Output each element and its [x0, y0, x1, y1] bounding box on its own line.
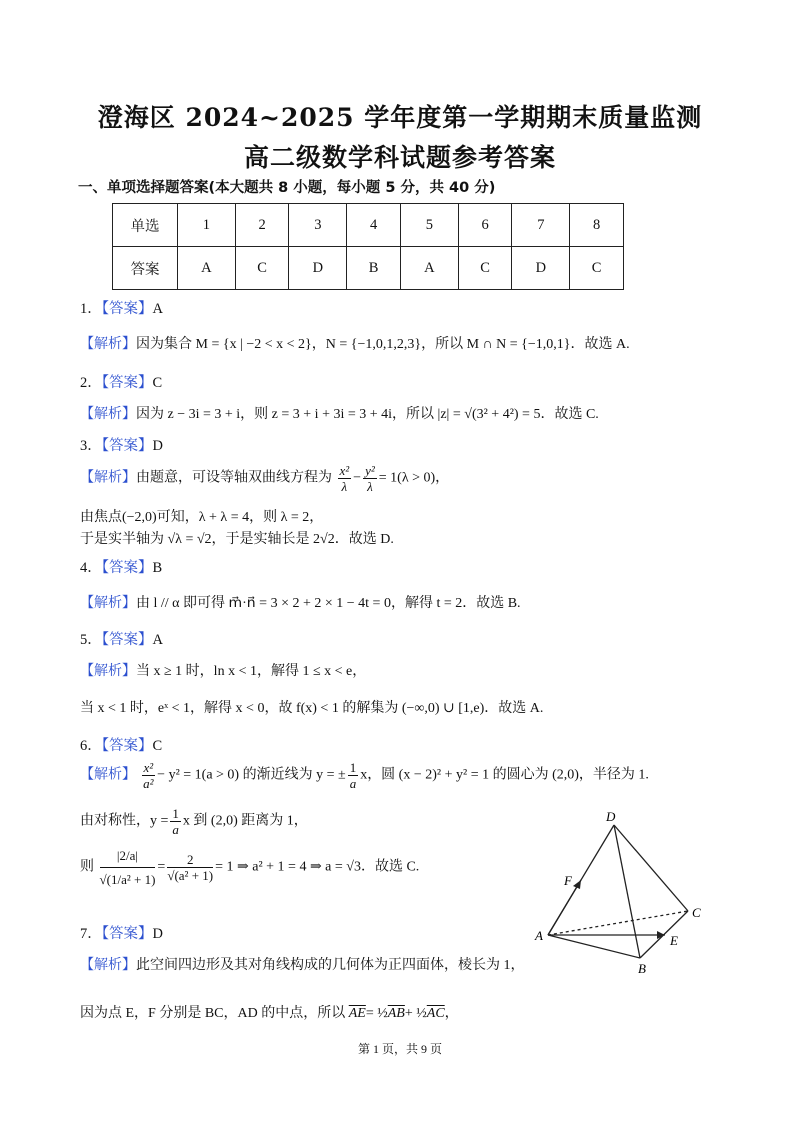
edge-ab: [548, 935, 640, 958]
edge-db: [614, 825, 640, 958]
table-cell: 7: [512, 204, 570, 247]
page-footer: 第 1 页，共 9 页: [357, 1042, 442, 1056]
q6-answer: 6．【答案】C: [80, 738, 163, 754]
table-cell: C: [458, 247, 512, 290]
table-cell: C: [570, 247, 624, 290]
table-row: [113, 204, 624, 247]
label-e: E: [670, 933, 678, 948]
table-cell: 单选: [113, 204, 178, 247]
table-cell: A: [400, 247, 458, 290]
title-line-1: 澄海区 2024~2025 学年度第一学期期末质量监测: [97, 103, 703, 132]
q5-line-2: 当 x < 1 时，eˣ < 1，解得 x < 0，故 f(x) < 1 的解集为 (−∞,0) ∪ [1,e)．故选 A.: [80, 701, 544, 716]
table-cell: 2: [235, 204, 289, 247]
q4-answer: 4．【答案】B: [80, 560, 163, 576]
q2-answer: 2．【答案】C: [80, 375, 163, 391]
q5-analysis: 【解析】当 x ≥ 1 时，ln x < 1，解得 1 ≤ x < e，: [80, 664, 367, 679]
table-cell: 8: [570, 204, 624, 247]
q2-analysis: 【解析】因为 z − 3i = 3 + i，则 z = 3 + i + 3i = 3 + 4i，所以 |z| = √(3² + 4²) = 5．故选 C.: [80, 407, 599, 422]
fraction: $\frac{\text{x²}}{\lambda}$: [339, 463, 350, 494]
table-cell: 4: [347, 204, 401, 247]
vector-af: [548, 880, 581, 935]
label-d: D: [606, 809, 616, 824]
q6-analysis: 【解析】 $\frac{\text{x²}}{\text{a²}}$ − y² = 1(a > 0) 的渐近线为 y = ± $\frac{1}{a}$ x，圆 (x − 2)² + y² = 1 的圆心为 (2,0)，半径为 1.: [80, 760, 649, 791]
table-row: [113, 247, 624, 290]
table-cell: 答案: [113, 247, 178, 290]
fraction: $\frac{1}{a}$: [349, 760, 357, 791]
table-cell: 3: [289, 204, 347, 247]
label-b: B: [638, 961, 646, 976]
q6-line-2: 由对称性，y = $\frac{1}{a}$ x 到 (2,0) 距离为 1，: [80, 806, 308, 837]
table-cell: A: [178, 247, 236, 290]
fraction: $\frac{|2/a|}{\text{√(1/a² + 1)}}$: [99, 848, 156, 887]
label-c: C: [692, 905, 701, 920]
label-f: F: [564, 873, 572, 888]
label-a: A: [535, 928, 543, 943]
q6-line-3: 则 $\frac{|2/a|}{\text{√(1/a² + 1)}}$ = $\frac{2}{\text{√(a² + 1)}}$ = 1 ⇒ a² + 1 = 4 ⇒ a = √3．故选 C.: [80, 848, 420, 887]
arrow-f: [573, 880, 581, 889]
q1-analysis: 【解析】因为集合 M = {x | −2 < x < 2}，N = {−1,0,1,2,3}，所以 M ∩ N = {−1,0,1}．故选 A.: [80, 337, 630, 352]
fraction: $\frac{\text{y²}}{\lambda}$: [365, 463, 375, 494]
edge-dc: [614, 825, 688, 911]
q3-line-3: 于是实半轴为 √λ = √2，于是实轴长是 2√2．故选 D.: [80, 532, 394, 547]
q4-analysis: 【解析】由 l // α 即可得 m⃗·n⃗ = 3 × 2 + 2 × 1 − 4t = 0，解得 t = 2．故选 B.: [80, 596, 521, 611]
q3-answer: 3．【答案】D: [80, 438, 163, 454]
q3-analysis: 【解析】由题意，可设等轴双曲线方程为 $\frac{\text{x²}}{\lambda}$ − $\frac{\text{y²}}{\lambda}$ = 1(λ > 0)，: [80, 463, 450, 494]
fraction: $\frac{1}{a}$: [172, 806, 179, 837]
q1-answer: 1．【答案】A: [80, 301, 163, 317]
q3-line-2: 由焦点(−2,0)可知，λ + λ = 4，则 λ = 2，: [80, 510, 324, 525]
table-cell: 5: [400, 204, 458, 247]
q7-line-2: 因为点 E，F 分别是 BC，AD 的中点，所以 $\overline{AE}=$ $\frac{1}{2}\overline{AB}+$ $\frac{1}{2}\overline{AC}$，: [80, 1006, 459, 1021]
tetrahedron-figure: [520, 805, 720, 980]
section-heading: 一、单项选择题答案(本大题共 8 小题，每小题 5 分，共 40 分): [78, 180, 496, 196]
answer-table: [112, 203, 624, 290]
fraction: $\frac{2}{\text{√(a² + 1)}}$: [167, 852, 214, 883]
table-cell: 6: [458, 204, 512, 247]
title-line-2: 高二级数学科试题参考答案: [243, 143, 556, 172]
q5-answer: 5．【答案】A: [80, 632, 163, 648]
q7-analysis: 【解析】此空间四边形及其对角线构成的几何体为正四面体，棱长为 1，: [80, 958, 525, 973]
table-cell: 1: [178, 204, 236, 247]
table-cell: C: [235, 247, 289, 290]
table-cell: B: [347, 247, 401, 290]
table-cell: D: [512, 247, 570, 290]
fraction: $\frac{\text{x²}}{\text{a²}}$: [143, 760, 154, 791]
q7-answer: 7．【答案】D: [80, 926, 163, 942]
table-cell: D: [289, 247, 347, 290]
